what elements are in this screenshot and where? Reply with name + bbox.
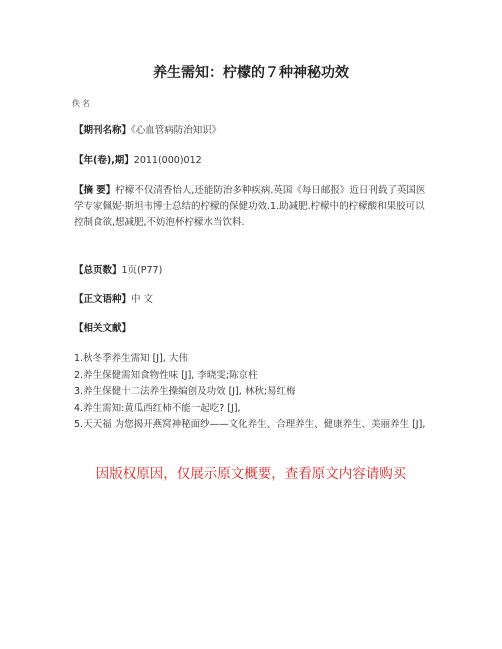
journal-label: 【期刊名称】 (74, 125, 132, 136)
abstract-label: 【摘 要】 (74, 185, 116, 196)
language-value: 中 文 (131, 294, 154, 305)
journal-value: 《心血管病防治知识》 (131, 125, 222, 136)
references-list (74, 351, 429, 434)
journal-field (74, 123, 221, 139)
year-issue-value: 2011(000)012 (133, 155, 202, 166)
abstract-field (74, 183, 434, 231)
references-label: 【相关文献】 (74, 323, 132, 334)
pages-value: 1页(P77) (121, 265, 163, 276)
reference-item: 4.养生需知:黄瓜西红柿不能一起吃? [J], (74, 402, 241, 414)
reference-item: 3.养生保健十二法养生操编创及功效 [J], 林秋;易红梅 (74, 386, 296, 397)
language-label: 【正文语种】 (74, 294, 132, 305)
reference-item: 5.天天福 为您揭开燕窝神秘面纱——文化养生、合理养生、健康养生、美丽养生 [J], (74, 419, 426, 430)
pages-field (74, 263, 162, 279)
references-heading (74, 321, 131, 337)
author: 佚名 (72, 99, 92, 108)
language-field (74, 292, 153, 308)
reference-item: 1.秋冬季养生需知 [J], 大伟 (74, 353, 188, 364)
document-title: 养生需知：柠檬的７种神秘功效 (153, 65, 349, 81)
reference-item: 2.养生保健需知食物性味 [J], 李晓雯;陈京柱 (74, 369, 258, 381)
pages-label: 【总页数】 (74, 265, 122, 276)
year-issue-label: 【年(卷),期】 (74, 155, 134, 166)
abstract-text: 柠檬不仅清香怡人,还能防治多种疾病.英国《每日邮报》近日刊载了英国医学专家佩妮·斯坦韦博士总结的柠檬的保健功效.1.助减肥.柠檬中的柠檬酸和果胶可以控制食欲,想减肥,不妨泡杯柠檬水当饮料. (74, 185, 426, 228)
year-issue-field (74, 153, 202, 169)
copyright-notice: 因版权原因，仅展示原文概要，查看原文内容请购买 (95, 466, 407, 482)
